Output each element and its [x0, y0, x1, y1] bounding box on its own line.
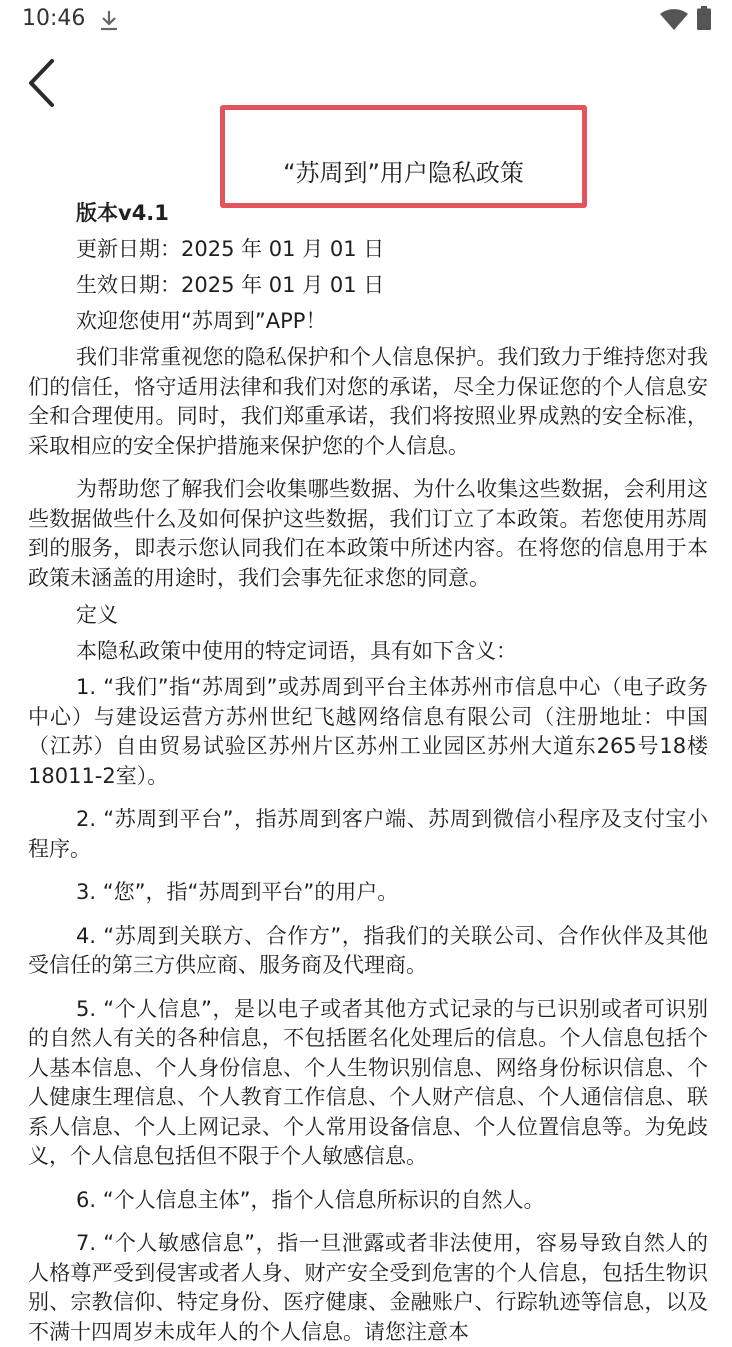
- definition-item: 4. “苏周到关联方、合作方”，指我们的关联公司、合作伙伴及其他受信任的第三方供应商、服务商及代理商。: [28, 923, 708, 977]
- download-icon: [97, 8, 121, 32]
- page-title: “苏周到”用户隐私政策: [283, 159, 524, 187]
- version-label: 版本v4.1: [76, 201, 169, 225]
- effective-date: 生效日期：2025 年 01 月 01 日: [76, 273, 385, 297]
- intro-paragraph-2: 为帮助您了解我们会收集哪些数据、为什么收集这些数据，会利用这些数据做些什么及如何保护这些数据，我们订立了本政策。若您使用苏周到的服务，即表示您认同我们在本政策中所述内容。在将您的信息用于本政策未涵盖的用途时，我们会事先征求您的同意。: [28, 477, 708, 590]
- definition-item: 6. “个人信息主体”，指个人信息所标识的自然人。: [76, 1187, 545, 1212]
- updated-date: 更新日期：2025 年 01 月 01 日: [76, 237, 385, 261]
- definition-item: 5. “个人信息”，是以电子或者其他方式记录的与已识别或者可识别的自然人有关的各种信息，不包括匿名化处理后的信息。个人信息包括个人基本信息、个人身份信息、个人生物识别信息、网络身份标识信息、个人健康生理信息、个人教育工作信息、个人财产信息、个人通信信息、联系人信息、个人上网记录、个人常用设备信息、个人位置信息等。为免歧义，个人信息包括但不限于个人敏感信息。: [28, 996, 708, 1168]
- wifi-icon: [660, 9, 688, 31]
- definition-item: 7. “个人敏感信息”，指一旦泄露或者非法使用，容易导致自然人的人格尊严受到侵害或者人身、财产安全受到危害的个人信息，包括生物识别、宗教信仰、特定身份、医疗健康、金融账户、行踪轨迹等信息，以及不满十四周岁未成年人的个人信息。请您注意本: [28, 1231, 708, 1344]
- battery-icon: [697, 6, 711, 30]
- definition-item: 2. “苏周到平台”，指苏周到客户端、苏周到微信小程序及支付宝小程序。: [28, 807, 708, 861]
- definition-item: 1. “我们”指“苏周到”或苏周到平台主体苏州市信息中心（电子政务中心）与建设运营方苏州世纪飞越网络信息有限公司（注册地址：中国（江苏）自由贸易试验区苏州片区苏州工业园区苏州大道东265号18楼18011-2室）。: [28, 675, 708, 788]
- back-button[interactable]: [22, 56, 66, 110]
- intro-paragraph-1: 我们非常重视您的隐私保护和个人信息保护。我们致力于维持您对我们的信任，恪守适用法律和我们对您的承诺，尽全力保证您的个人信息安全和合理使用。同时，我们郑重承诺，我们将按照业界成熟的安全标准，采取相应的安全保护措施来保护您的个人信息。: [28, 345, 708, 458]
- definition-heading: 定义: [76, 603, 118, 627]
- status-time: 10:46: [22, 6, 86, 31]
- status-bar: [0, 0, 732, 40]
- definition-item: 3. “您”，指“苏周到平台”的用户。: [76, 880, 399, 904]
- welcome-text: 欢迎您使用“苏周到”APP！: [76, 309, 327, 333]
- policy-content: [28, 193, 708, 1347]
- definition-intro: 本隐私政策中使用的特定词语，具有如下含义：: [76, 639, 517, 663]
